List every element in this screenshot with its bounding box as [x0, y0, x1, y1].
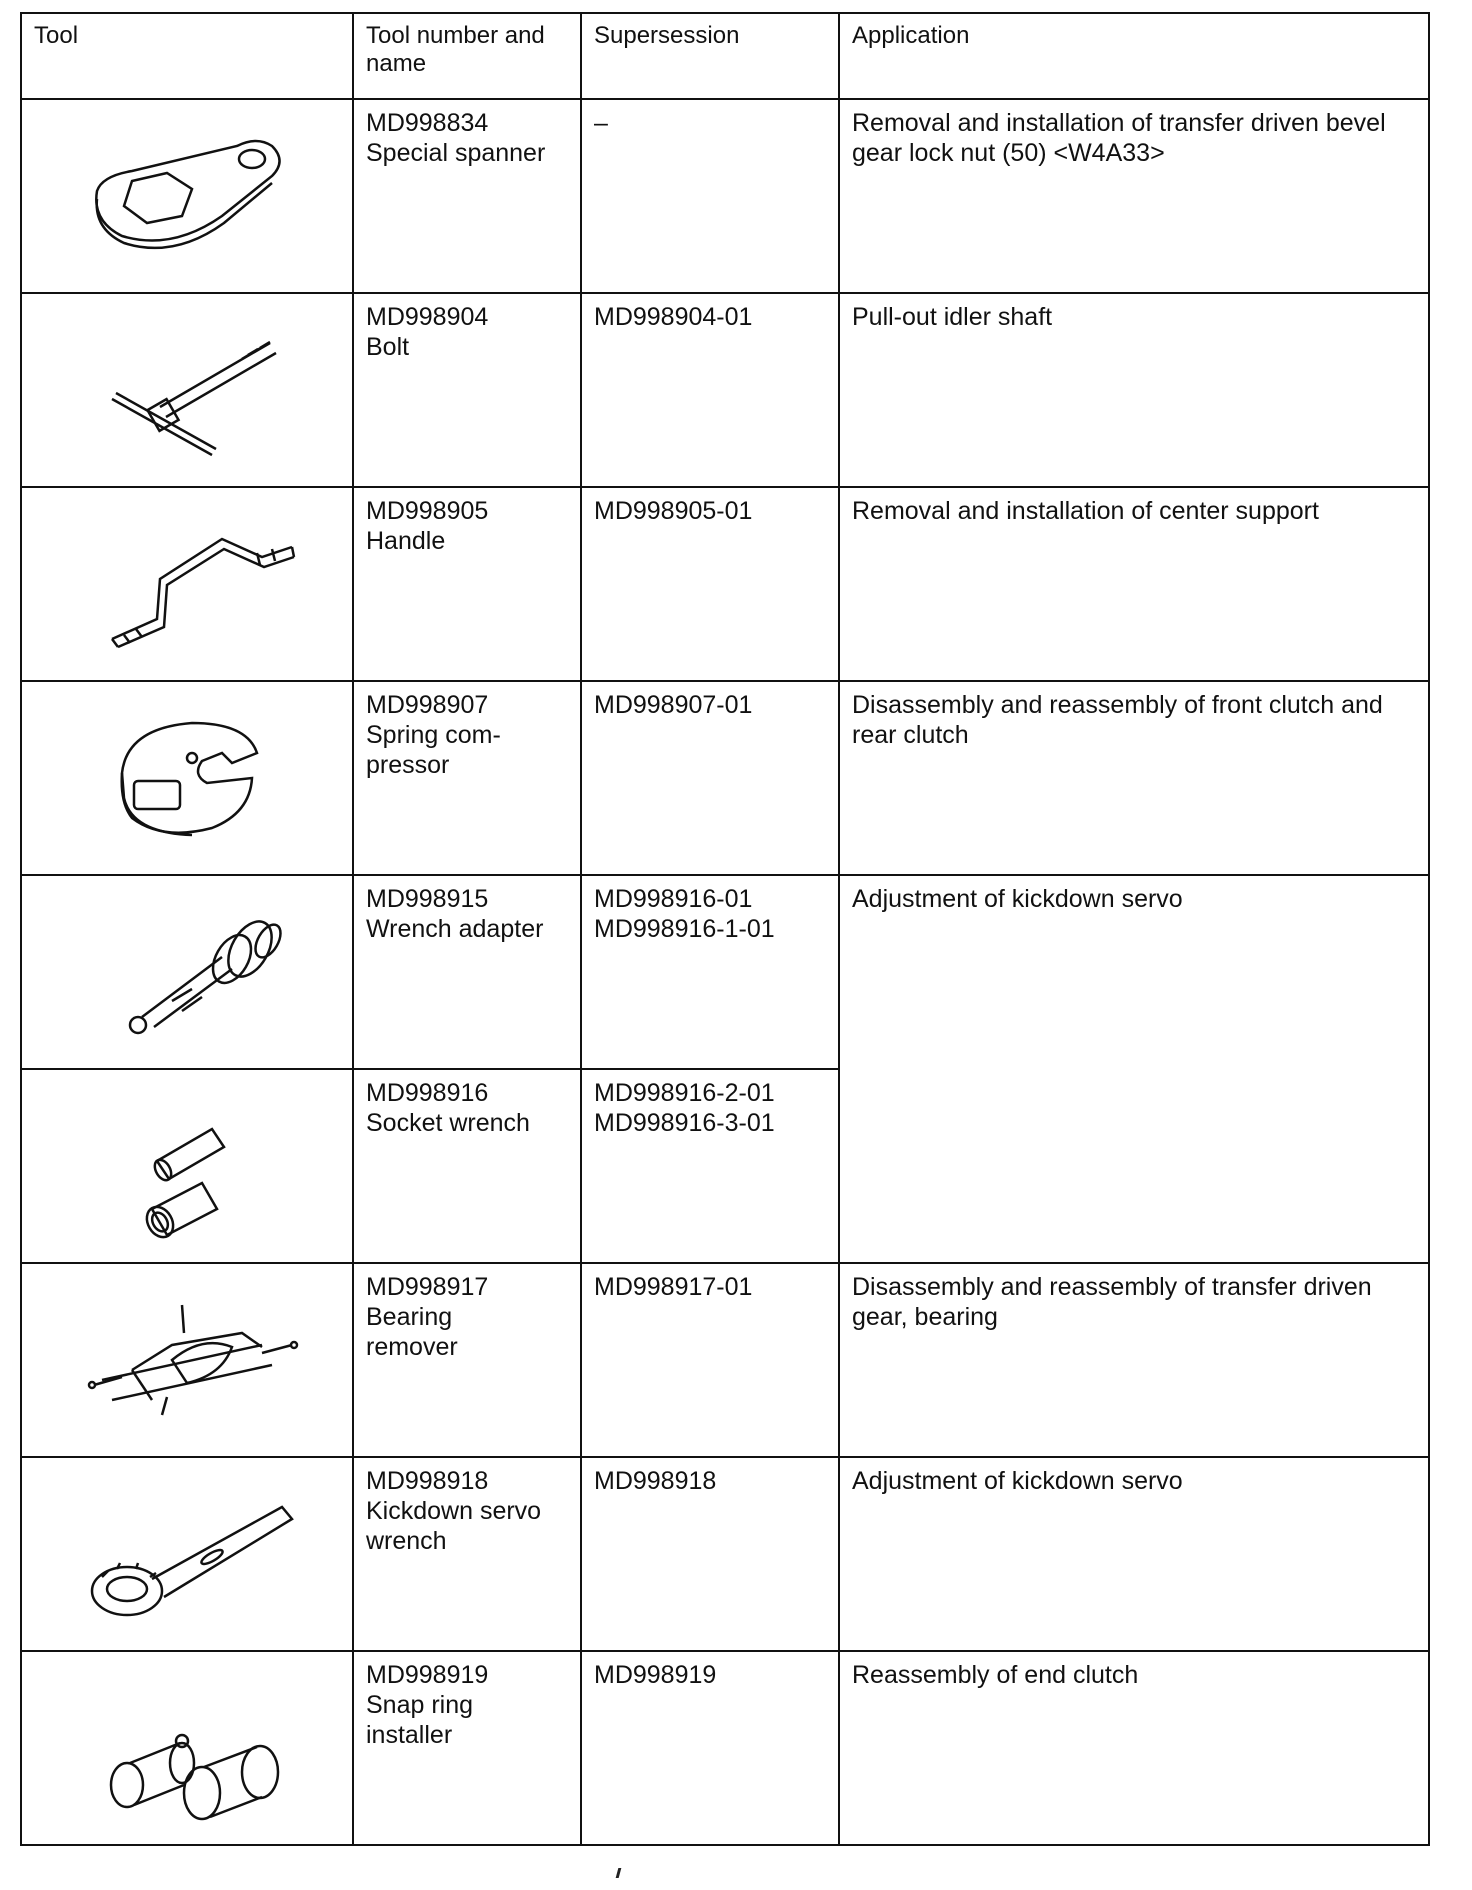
table-row: [21, 1651, 1429, 1845]
tool-name: Special spanner: [366, 139, 546, 167]
tool-illustration-cell: [21, 681, 353, 875]
table-row: [21, 875, 1429, 1069]
application-cell: Disassembly and reassembly of transfer driven gear, bearing: [839, 1263, 1429, 1457]
tool-number-name-cell: [353, 487, 581, 681]
supersession-cell: [581, 1069, 839, 1263]
supersession-cell: [581, 1263, 839, 1457]
supersession-cell: [581, 293, 839, 487]
table-row: [21, 487, 1429, 681]
tool-illustration-cell: [21, 1069, 353, 1263]
tool-illustration-cell: [21, 875, 353, 1069]
socket-wrench-icon: [72, 1091, 302, 1241]
supersession-cell: [581, 487, 839, 681]
supersession-cell: [581, 1457, 839, 1651]
tool-number: MD998834: [366, 109, 489, 137]
tool-number: MD998904: [366, 303, 489, 331]
supersession-cell: [581, 1651, 839, 1845]
header-tool: Tool: [21, 13, 353, 99]
supersession-value: MD998919: [594, 1661, 717, 1689]
application-cell: Adjustment of kickdown servo: [839, 875, 1429, 1263]
supersession-value: MD998905-01: [594, 497, 753, 525]
supersession-value: MD998917-01: [594, 1273, 753, 1301]
tool-number: MD998905: [366, 497, 489, 525]
supersession-value: MD998916-01: [594, 885, 753, 913]
wrench-adapter-icon: [72, 897, 302, 1047]
header-tool-number-name: Tool number and name: [353, 13, 581, 99]
tool-illustration-cell: [21, 487, 353, 681]
tool-number: MD998919: [366, 1661, 489, 1689]
tool-number: MD998918: [366, 1467, 489, 1495]
handle-icon: [72, 509, 302, 659]
bearing-remover-icon: [72, 1285, 302, 1435]
tool-number-name-cell: [353, 293, 581, 487]
tool-name: Spring com- pressor: [366, 721, 501, 779]
table-header-row: [21, 13, 1429, 99]
spring-compressor-icon: [72, 703, 302, 853]
supersession-cell: [581, 99, 839, 293]
tool-number-name-cell: [353, 681, 581, 875]
header-application: Application: [839, 13, 1429, 99]
table-row: [21, 1457, 1429, 1651]
supersession-value: MD998916-3-01: [594, 1109, 775, 1137]
tool-illustration-cell: [21, 99, 353, 293]
table-row: [21, 99, 1429, 293]
application-cell: Removal and installation of center support: [839, 487, 1429, 681]
application-cell: Adjustment of kickdown servo: [839, 1457, 1429, 1651]
special-spanner-icon: [72, 121, 302, 271]
tool-illustration-cell: [21, 1457, 353, 1651]
tool-number-name-cell: [353, 1263, 581, 1457]
application-cell: Removal and installation of transfer driven bevel gear lock nut (50) <W4A33>: [839, 99, 1429, 293]
tool-number-name-cell: [353, 99, 581, 293]
application-cell: Reassembly of end clutch: [839, 1651, 1429, 1845]
supersession-value: MD998904-01: [594, 303, 753, 331]
tool-number-name-cell: [353, 1069, 581, 1263]
tool-name: Snap ring installer: [366, 1691, 474, 1749]
tool-name: Bearing remover: [366, 1303, 458, 1361]
tool-number: MD998907: [366, 691, 489, 719]
supersession-value: –: [594, 109, 608, 137]
tool-illustration-cell: [21, 293, 353, 487]
tool-name: Socket wrench: [366, 1109, 530, 1137]
snap-ring-installer-icon: [72, 1673, 302, 1823]
tool-illustration-cell: [21, 1263, 353, 1457]
tool-number: MD998917: [366, 1273, 489, 1301]
tool-number: MD998915: [366, 885, 489, 913]
page-mark: [616, 1868, 622, 1878]
tool-number: MD998916: [366, 1079, 489, 1107]
table-row: [21, 681, 1429, 875]
supersession-value: MD998916-1-01: [594, 915, 775, 943]
supersession-value: MD998918: [594, 1467, 717, 1495]
supersession-value: MD998916-2-01: [594, 1079, 775, 1107]
tool-illustration-cell: [21, 1651, 353, 1845]
tool-number-name-cell: [353, 875, 581, 1069]
tool-name: Wrench adapter: [366, 915, 544, 943]
application-cell: Pull-out idler shaft: [839, 293, 1429, 487]
table-row: [21, 1263, 1429, 1457]
bolt-icon: [72, 315, 302, 465]
supersession-cell: [581, 875, 839, 1069]
tool-number-name-cell: [353, 1651, 581, 1845]
header-supersession: Supersession: [581, 13, 839, 99]
table-row: [21, 293, 1429, 487]
tool-name: Handle: [366, 527, 446, 555]
tool-table-sheet: [20, 12, 1428, 1846]
supersession-value: MD998907-01: [594, 691, 753, 719]
application-cell: Disassembly and reassembly of front clutch and rear clutch: [839, 681, 1429, 875]
supersession-cell: [581, 681, 839, 875]
kickdown-servo-wrench-icon: [72, 1479, 302, 1629]
tool-name: Bolt: [366, 333, 410, 361]
tool-name: Kickdown servo wrench: [366, 1497, 542, 1555]
tool-number-name-cell: [353, 1457, 581, 1651]
special-tools-table: [20, 12, 1430, 1846]
